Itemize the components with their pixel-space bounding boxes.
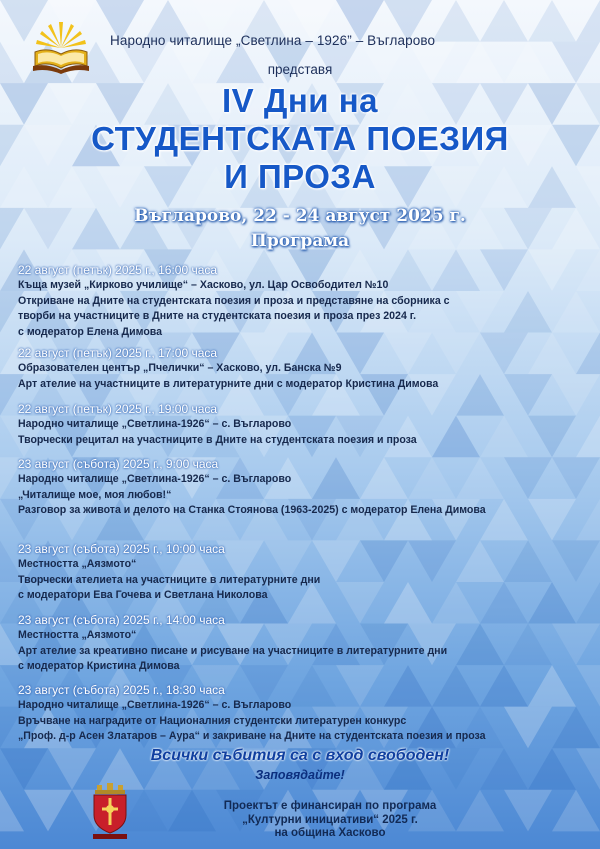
event-line: Разговор за живота и делото на Станка Стоянова (1963-2025) с модератор Елена Димова: [18, 504, 486, 516]
event-datetime: 23 август (събота) 2025 г., 9:00 часа: [18, 457, 219, 471]
event-datetime: 22 август (петък) 2025 г., 19:00 часа: [18, 402, 218, 416]
event-datetime: 22 август (петък) 2025 г., 16:00 часа: [18, 263, 218, 277]
event-line: Къща музей „Кирково училище“ – Хасково, ул. Цар Освободител №10: [18, 279, 389, 291]
event-line: творби на участниците в Дните на студентската поезия и проза през 2024 г.: [18, 310, 417, 322]
program-event: [18, 346, 588, 392]
program-event: [18, 263, 588, 340]
event-title-line-1: IV Дни на: [221, 82, 379, 119]
event-line: Арт ателие на участниците в литературните дни с модератор Кристина Димова: [18, 377, 439, 390]
event-line: с модератор Елена Димова: [18, 325, 163, 338]
event-title-line-2: СТУДЕНТСКАТА ПОЕЗИЯ: [91, 120, 509, 157]
event-line: Местността „Аязмото“: [18, 629, 137, 641]
event-line: Народно читалище „Светлина-1926“ – с. Въгларово: [18, 473, 292, 485]
event-line: Откриване на Дните на студентската поезия и проза и представяне на сборника с: [18, 294, 450, 307]
event-line: Народно читалище „Светлина-1926“ – с. Въгларово: [18, 418, 292, 430]
event-title-line-3: И ПРОЗА: [224, 158, 376, 195]
program-heading: Програма: [250, 231, 350, 251]
event-datetime: 23 август (събота) 2025 г., 18:30 часа: [18, 683, 225, 697]
funding-line: „Културни инициативи“ 2025 г.: [242, 813, 418, 826]
funding-line: Проектът е финансиран по програма: [223, 800, 437, 812]
funding-line: на община Хасково: [274, 827, 386, 839]
event-line: „Проф. д-р Асен Златаров – Аура“ и закриване на Дните на студентската поезия и проза: [18, 730, 486, 742]
event-line: Образователен център „Пчелички“ – Хасково, ул. Банска №9: [18, 362, 342, 374]
event-line: Народно читалище „Светлина-1926“ – с. Въгларово: [18, 699, 292, 711]
presents-label: представя: [267, 62, 333, 77]
event-datetime: 22 август (петък) 2025 г., 17:00 часа: [18, 346, 218, 360]
event-line: с модератори Ева Гочева и Светлана Николова: [18, 589, 268, 601]
funding-note: [130, 800, 530, 841]
haskovo-crest-icon: [90, 783, 130, 841]
event-line: Местността „Аязмото“: [18, 558, 137, 570]
event-datetime: 23 август (събота) 2025 г., 10:00 часа: [18, 542, 225, 556]
free-entry-notice: Всички събития са с вход свободен!: [150, 747, 450, 764]
event-line: Връчване на наградите от Националния студентски литературен конкурс: [18, 714, 407, 727]
program-event: [18, 683, 588, 745]
event-datetime: 23 август (събота) 2025 г., 14:00 часа: [18, 613, 225, 627]
place-and-date: Въгларово, 22 - 24 август 2025 г.: [134, 206, 466, 226]
welcome-text: Заповядайте!: [255, 768, 345, 782]
event-line: с модератор Кристина Димова: [18, 660, 180, 672]
program-event: [18, 402, 588, 448]
program-event: [18, 613, 588, 675]
event-line: „Читалище мое, моя любов!“: [18, 488, 172, 501]
event-line: Творчески ателиета на участниците в литературните дни: [18, 573, 321, 586]
event-line: Арт ателие за креативно писане и рисуване на участниците в литературните дни: [18, 644, 448, 657]
event-line: Творчески рецитал на участниците в Дните на студентската поезия и проза: [18, 433, 417, 446]
organizer-name: Народно читалище „Светлина – 1926” – Въгларово: [110, 33, 436, 48]
program-event: [18, 457, 588, 519]
program-event: [18, 542, 588, 604]
